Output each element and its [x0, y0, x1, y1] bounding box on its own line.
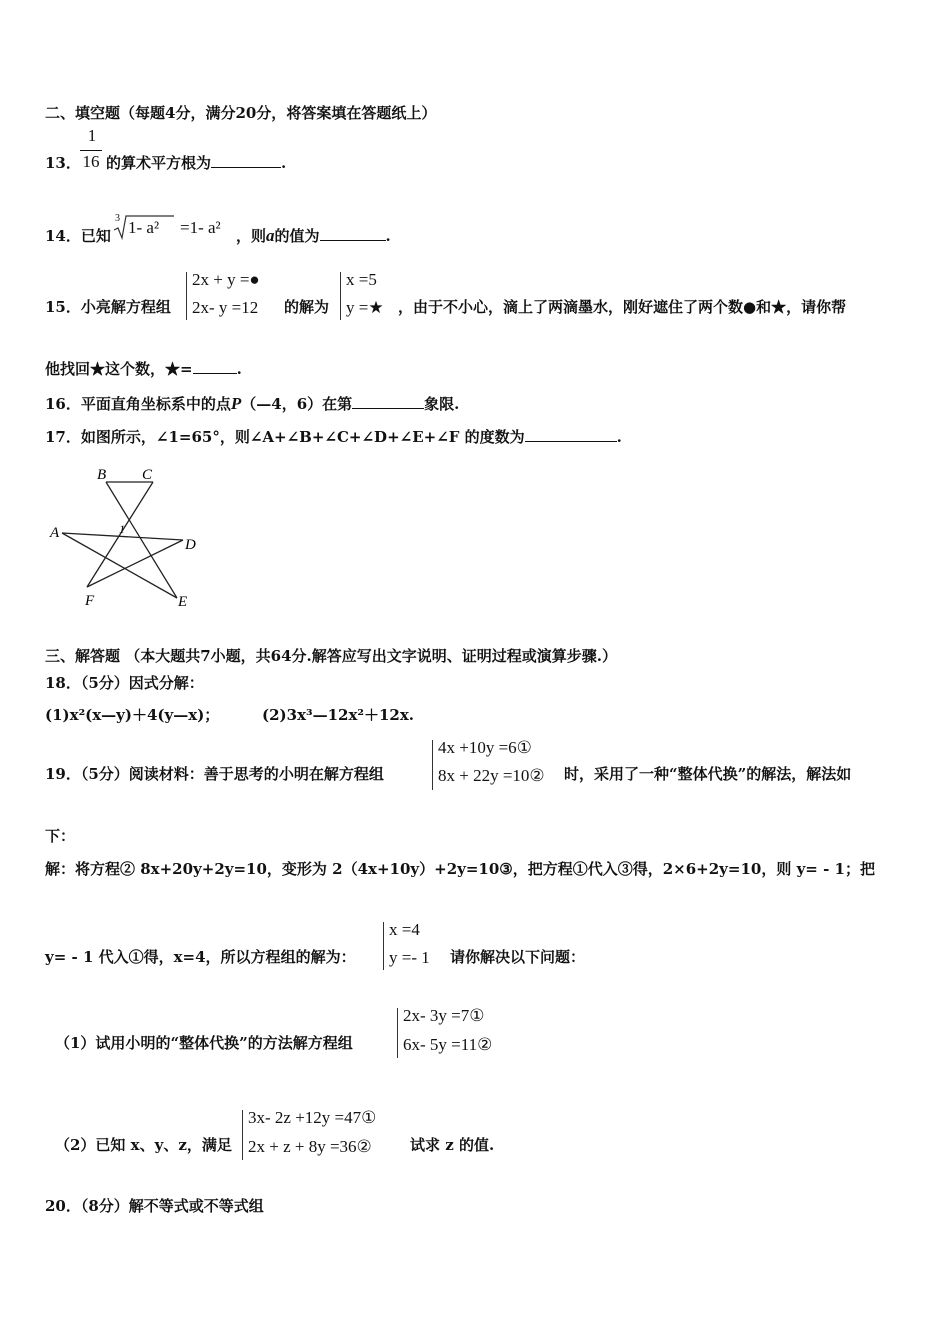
q19-eq1: 4x +10y =6① — [438, 738, 532, 757]
q15-sol1: x =5 — [346, 270, 377, 289]
q19-part1: （1）试用小明的“整体代换”的方法解方程组 — [55, 1034, 353, 1052]
q16-coords: （—4，6）在第 — [241, 395, 353, 413]
question-16 — [45, 393, 459, 414]
q14-text — [236, 225, 391, 246]
q16-answer-blank[interactable] — [352, 396, 424, 409]
q18-part2: (2)3x³—12x²＋12x. — [262, 706, 415, 724]
q19-solution-line: 解：将方程② 8x+20y+2y=10，变形为 2（4x+10y）+2y=10③，把方程①代入③得，2×6+2y=10，则 y= - 1；把 — [45, 860, 875, 878]
q15-line2 — [45, 358, 242, 379]
q16-text-2: 象限. — [424, 395, 460, 413]
q19-title: 19．（5分）阅读材料：善于思考的小明在解方程组 — [45, 765, 384, 783]
q19-line2: 下： — [45, 827, 76, 845]
q13-fraction-denominator: 16 — [82, 152, 100, 171]
q17-star-figure — [45, 460, 215, 610]
q15-text: ，由于不小心，滴上了两滴墨水，刚好遮住了两个数●和★，请你帮 — [398, 298, 847, 316]
q14-variable: a — [266, 226, 275, 245]
q15-system-brace — [186, 272, 187, 320]
q19-part2-after: 试求 z 的值. — [410, 1136, 495, 1154]
label-a: A — [50, 525, 60, 541]
q19-eq2: 8x + 22y =10② — [438, 766, 545, 785]
q15-sol2: y =★ — [346, 298, 384, 317]
q18-part1: (1)x²(x—y)＋4(y—x)； — [45, 706, 220, 724]
q19-result-brace — [383, 922, 384, 970]
q19-system-brace — [432, 740, 433, 790]
q19-part1-eq1: 2x- 3y =7① — [403, 1006, 485, 1025]
q14-root-index: 3 — [115, 213, 120, 224]
line-ae — [62, 533, 177, 598]
q15-solution-brace — [340, 272, 341, 320]
q13-fraction-bar — [80, 150, 102, 151]
q14-text-main: ，则 — [236, 227, 267, 245]
q14-answer-blank[interactable] — [320, 228, 386, 241]
q19-part2: （2）已知 x、y、z，满足 — [55, 1136, 232, 1154]
q19-part2-brace — [242, 1110, 243, 1160]
label-c: C — [142, 467, 153, 483]
q16-point: P — [230, 394, 242, 413]
q13-number: 13． — [45, 154, 81, 172]
q13-text-main: 的算术平方根为 — [106, 154, 212, 172]
q13-fraction-numerator: 1 — [87, 126, 97, 145]
q19-part1-brace — [397, 1008, 398, 1058]
q15-eq2: 2x- y =12 — [192, 298, 259, 317]
q15-answer-blank[interactable] — [193, 361, 237, 374]
q13-answer-blank[interactable] — [211, 155, 281, 168]
q19-part1-eq2: 6x- 5y =11② — [403, 1035, 493, 1054]
q15-end: . — [236, 360, 242, 378]
q19-res2: y =- 1 — [389, 948, 430, 967]
q19-part2-eq1: 3x- 2z +12y =47① — [248, 1108, 377, 1127]
label-d: D — [185, 537, 196, 553]
section-3-heading: 三、解答题 （本大题共7小题，共64分.解答应写出文字说明、证明过程或演算步骤.） — [45, 647, 617, 665]
q20-title: 20．（8分）解不等式或不等式组 — [45, 1197, 264, 1215]
label-b: B — [97, 467, 107, 483]
q14-end: . — [385, 227, 391, 245]
q17-end: . — [616, 428, 622, 446]
q14-radicand: 1- a² — [128, 218, 160, 237]
q14-text-2: 的值为 — [274, 227, 320, 245]
q15-line2-text: 他找回★这个数，★= — [45, 360, 193, 378]
q19-after2: 请你解决以下问题： — [450, 948, 586, 966]
q19-part2-eq2: 2x + z + 8y =36② — [248, 1137, 372, 1156]
q18-title: 18．（5分）因式分解： — [45, 674, 204, 692]
q13-text — [106, 152, 286, 173]
q17-answer-blank[interactable] — [525, 429, 617, 442]
q19-after: 时，采用了一种“整体代换”的解法，解法如 — [564, 765, 852, 783]
section-2-heading: 二、填空题（每题4分，满分20分，将答案填在答题纸上） — [45, 104, 437, 122]
q15-eq1: 2x + y =● — [192, 270, 260, 289]
label-f: F — [85, 593, 95, 609]
question-17 — [45, 426, 622, 447]
q14-number: 14．已知 — [45, 227, 111, 245]
q15-number: 15．小亮解方程组 — [45, 298, 171, 316]
q17-text: 17．如图所示，∠1=65°，则∠A+∠B+∠C+∠D+∠E+∠F 的度数为 — [45, 428, 525, 446]
q13-end: . — [281, 154, 287, 172]
q14-rhs: =1- a² — [180, 218, 221, 237]
label-e: E — [178, 594, 188, 610]
q15-mid-text: 的解为 — [284, 298, 330, 316]
q16-text: 16．平面直角坐标系中的点 — [45, 395, 231, 413]
q19-solution-line2: y= - 1 代入①得，x=4，所以方程组的解为： — [45, 948, 356, 966]
q19-res1: x =4 — [389, 920, 420, 939]
label-angle-1: 1 — [119, 522, 125, 536]
